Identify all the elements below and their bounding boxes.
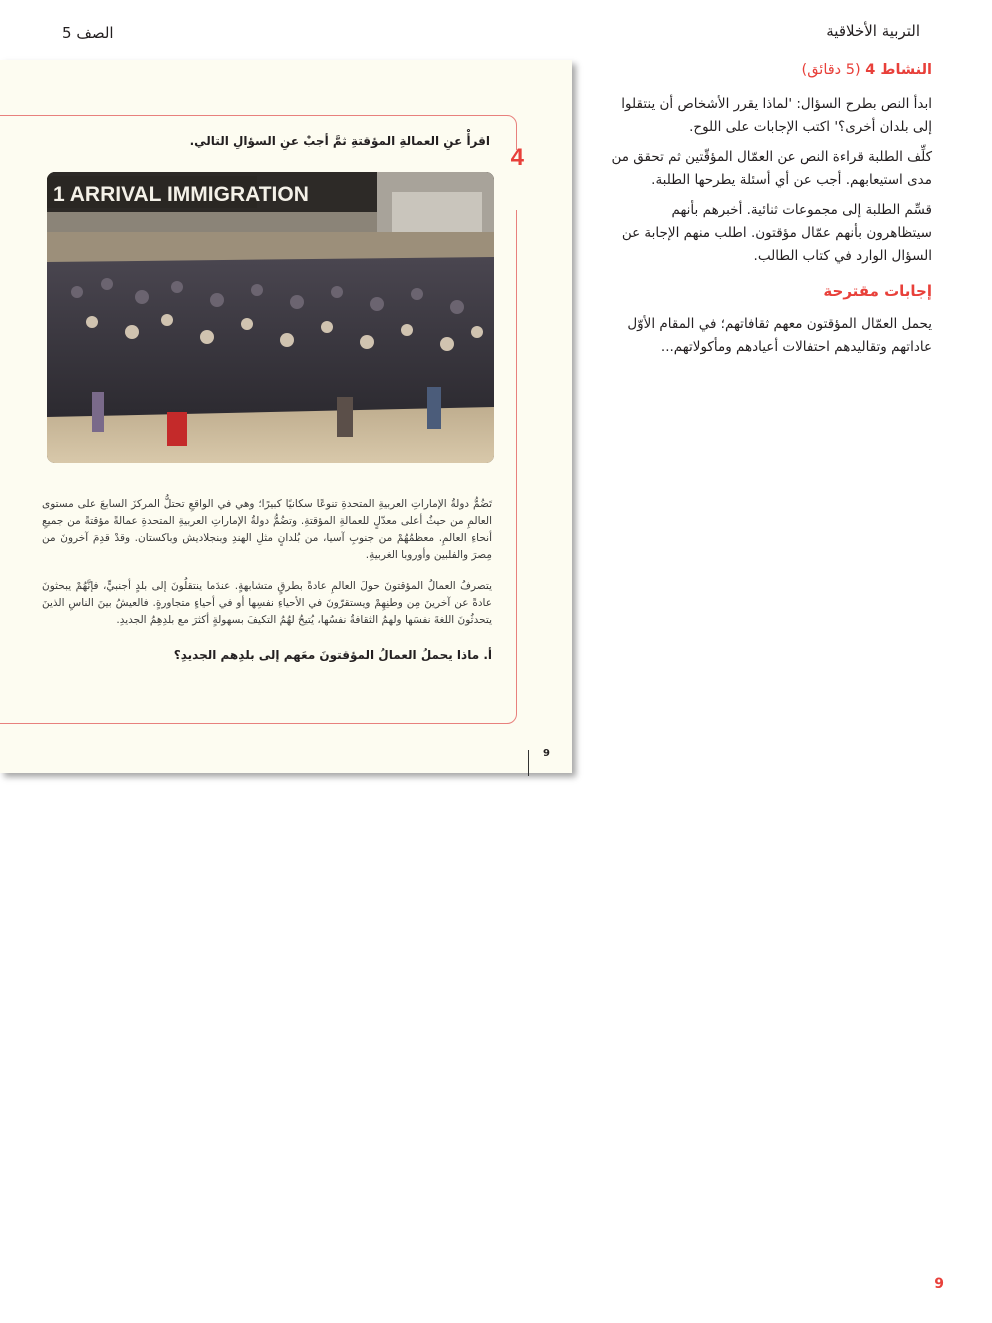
teacher-step-1: ابدأ النص بطرح السؤال: 'لماذا يقرر الأشخاص أن ينتقلوا إلى بلدان أخرى؟' اكتب الإجابات على اللوح.: [621, 96, 932, 135]
student-book-page: [0, 60, 572, 773]
suggested-answer-1: يحمل العمّال المؤقتون معهم ثقافاتهم؛ في المقام الأوّل عاداتهم وتقاليدهم احتفالات أعيادهم ومأكولاتهم...: [627, 316, 932, 355]
suggested-answers-title: إجابات مقترحة: [823, 282, 932, 300]
header-subject: التربية الأخلاقية: [826, 22, 920, 40]
activity-duration: (5 دقائق): [801, 62, 861, 78]
page-number: 9: [934, 1276, 944, 1292]
teacher-step-2: كلِّف الطلبة قراءة النص عن العمّال المؤقّتين ثم تحقق من مدى استيعابهم. أجب عن أي أسئلة يطرحها الطلبة.: [611, 149, 932, 188]
page-number-rule: [528, 750, 529, 776]
activity-number: 4: [510, 144, 524, 171]
question-a: [72, 648, 492, 662]
photo-sign: 1 ARRIVAL IMMIGRATION: [53, 183, 309, 206]
question-label: أ.: [483, 648, 492, 662]
airport-crowd-photo: [47, 172, 494, 463]
reading-paragraph-1: تَضُمُّ دولةُ الإماراتِ العربيةِ المتحدةِ تنوعًا سكانيًا كبيرًا؛ وهي في الواقعِ تحتلُّ المركزَ السابعَ على مستوى العالمِ من حيثُ أعلى معدّلٍ للعمالةِ المؤقتةِ. وتضُمُّ دولةُ الإماراتِ العربيةِ المتحدةِ عمالةً مؤقتةً من جميعِ أنحاءِ العالمِ. معظمُهُمْ من جنوبِ آسيا، من بُلدانٍ مثلِ الهندِ وبنجلاديش وباكستان. وقدْ قدِمَ آخرونَ من مِصرَ والفلبين وأوروبا الغربيةِ.: [42, 497, 492, 561]
reading-paragraph-2: يتصرفُ العمالُ المؤقتونَ حولَ العالمِ عادةً بطرقٍ متشابهةٍ. عندَما ينتقلُونَ إلى بلدٍ أجنبيٍّ، فإنَّهُمْ يبحثونَ عادةً عن آخرينَ مِن وطنِهِمْ ويستقرّونَ في الأحياءِ نفسِها أو في أحياءٍ متجاورةٍ. فالعيشُ بينَ الناسِ الذينَ يتحدثُونَ اللغةَ نفسَها ولهمُ الثقافةُ نفسُها، يُتيحُ لهُمُ التكيفَ بسهولةٍ أكثرَ مع بلدِهِمُ الجديدِ.: [42, 579, 492, 626]
question-text: ماذا يحملُ العمالُ المؤقتونَ معَهم إلى بلدِهم الجديدِ؟: [173, 648, 480, 662]
activity-title: [602, 62, 932, 78]
activity-title-label: النشاط 4: [865, 62, 932, 78]
header-grade: الصف 5: [62, 24, 114, 42]
student-page-number: 9: [543, 748, 550, 759]
teacher-step-3: قسِّم الطلبة إلى مجموعات ثنائية. أخبرهم بأنهم سيتظاهرون بأنهم عمّال مؤقتون. اطلب منهم الإجابة عن السؤال الوارد في كتاب الطالب.: [621, 202, 932, 264]
activity-instruction: اقرأْ عنِ العمالةِ المؤقتةِ ثمَّ أجبْ عنِ السؤالِ التالي.: [189, 134, 490, 148]
